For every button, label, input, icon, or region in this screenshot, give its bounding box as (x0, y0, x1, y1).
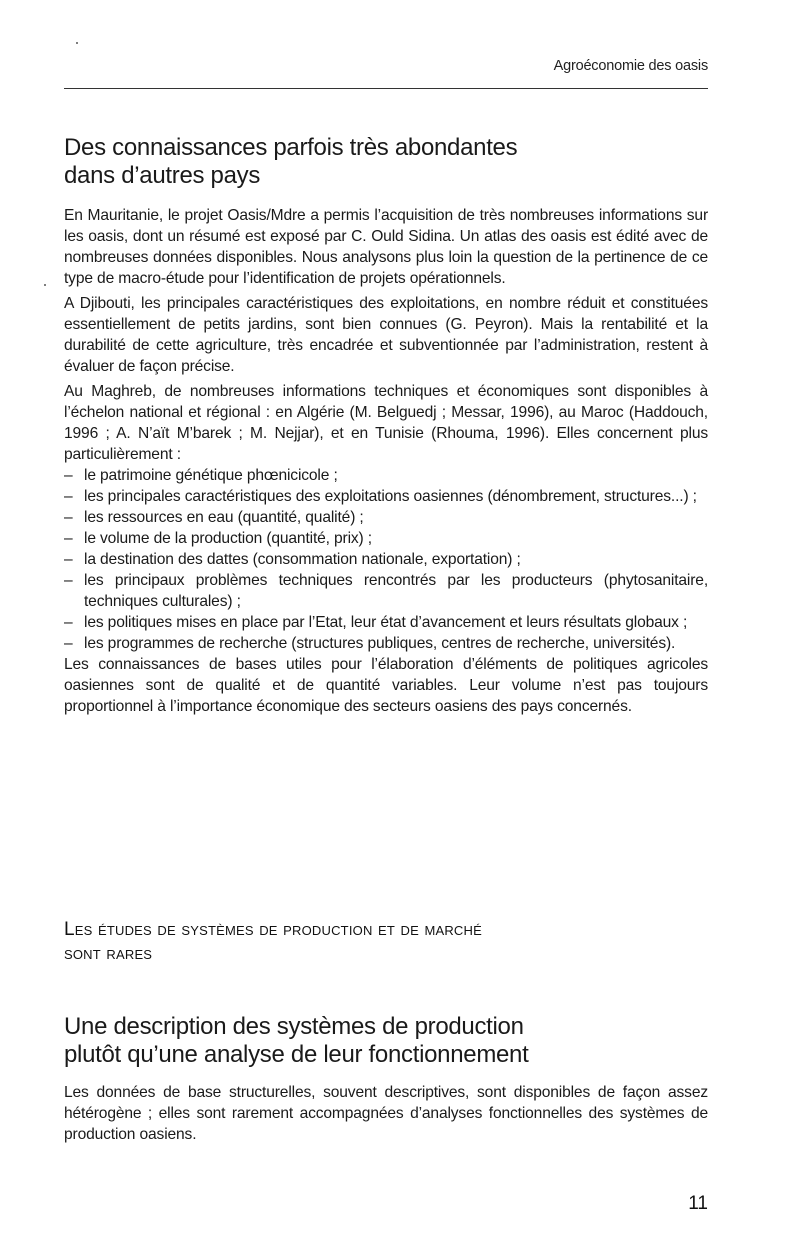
list-item: – la destination des dattes (consommation nationale, exportation) ; (64, 551, 521, 568)
running-header: Agroéconomie des oasis (553, 58, 708, 74)
chapter-heading-line2: sont rares (64, 943, 153, 964)
section-title-1-line1: Des connaissances parfois très abondantes (64, 134, 518, 161)
header-rule (64, 88, 708, 89)
section-2-body (64, 1082, 708, 1145)
page-number: 11 (688, 1193, 708, 1214)
section-1-body (64, 205, 708, 717)
knowledge-list (64, 465, 708, 654)
section-title-1-line2: dans d’autres pays (64, 162, 261, 189)
list-item: – les principales caractéristiques des exploitations oasiennes (dénombrement, structures...) ; (64, 488, 697, 505)
list-item: – les programmes de recherche (structures publiques, centres de recherche, universités). (64, 635, 676, 652)
list-item: – le volume de la production (quantité, prix) ; (64, 530, 372, 547)
chapter-heading (64, 918, 708, 966)
paragraph-djibouti: A Djibouti, les principales caractéristiques des exploitations, en nombre réduit et constituées essentiellement de petits jardins, sont bien connues (G. Peyron). Mais la rentabilité et la durabilité de cette agriculture, très encadrée et subventionnée par l’administration, restent à évaluer de façon précise. (64, 295, 708, 375)
paragraph-mauritanie: En Mauritanie, le projet Oasis/Mdre a permis l’acquisition de très nombreuses informations sur les oasis, dont un résumé est exposé par C. Ould Sidina. Un atlas des oasis est édité avec de nombreuses données disponibles. Nous analysons plus loin la question de la pertinence de ce type de macro-étude pour l’identification de projets opérationnels. (64, 207, 708, 287)
list-item: – le patrimoine génétique phœnicicole ; (64, 467, 338, 484)
list-item: – les ressources en eau (quantité, qualité) ; (64, 509, 364, 526)
section-title-2-line2: plutôt qu’une analyse de leur fonctionnement (64, 1041, 529, 1068)
paragraph-closing: Les connaissances de bases utiles pour l’élaboration d’éléments de politiques agricoles oasiennes sont de qualité et de quantité variables. Leur volume n’est pas toujours proportionnel à l’importance économique des secteurs oasiens des pays concernés. (64, 656, 708, 715)
section-title-2-line1: Une description des systèmes de production (64, 1013, 524, 1040)
scan-speck (76, 42, 78, 44)
list-item: – les politiques mises en place par l’Etat, leur état d’avancement et leurs résultats globaux ; (64, 614, 688, 631)
section-title-1 (64, 134, 708, 190)
paragraph-maghreb: Au Maghreb, de nombreuses informations techniques et économiques sont disponibles à l’échelon national et régional : en Algérie (M. Belguedj ; Messar, 1996), au Maroc (Haddouch, 1996 ; A. N’aït M’barek ; M. Nejjar), et en Tunisie (Rhouma, 1996). Elles concernent plus particulièrement : (64, 383, 708, 463)
chapter-heading-line1: Les études de systèmes de production et de marché (64, 919, 482, 940)
list-item: – les principaux problèmes techniques rencontrés par les producteurs (phytosanitaire, techniques culturales) ; (64, 572, 708, 610)
scan-speck (44, 284, 46, 286)
section-title-2 (64, 1013, 708, 1069)
paragraph-donnees-base: Les données de base structurelles, souvent descriptives, sont disponibles de façon assez hétérogène ; elles sont rarement accompagnées d’analyses fonctionnelles des systèmes de production oasiens. (64, 1084, 708, 1143)
